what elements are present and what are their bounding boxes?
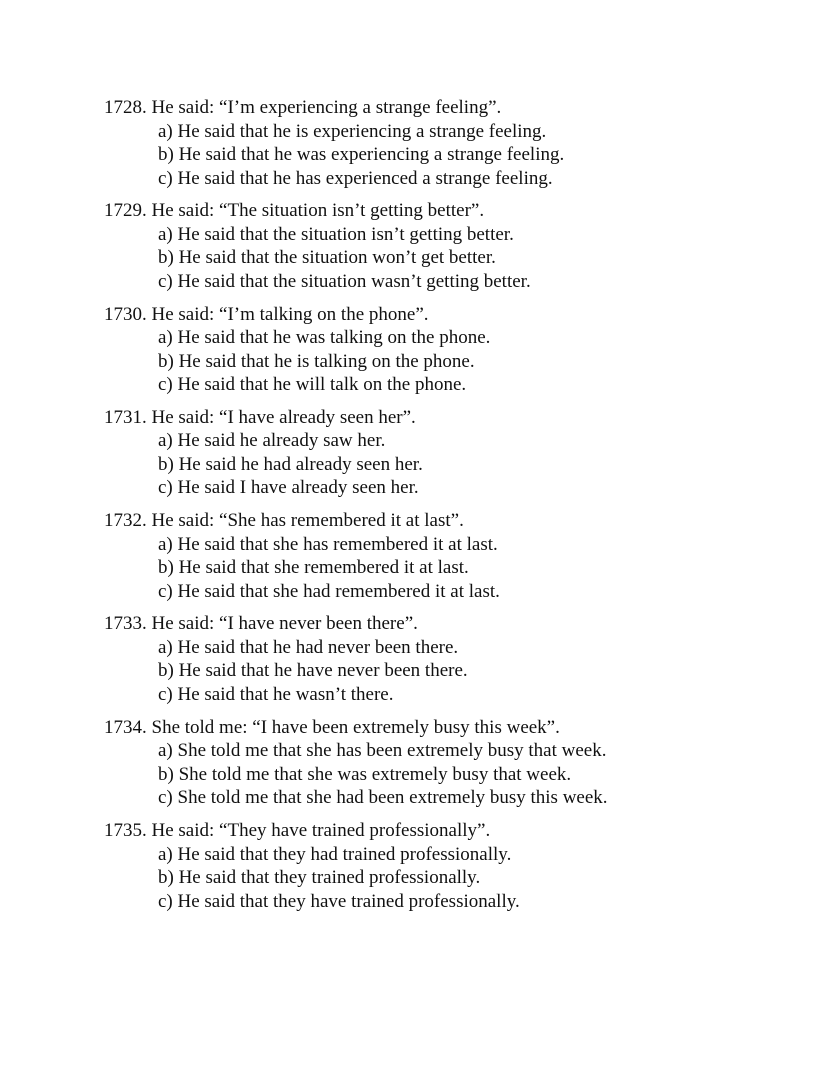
- option-a: a) He said he already saw her.: [158, 430, 386, 452]
- option-b: b) He said that he was experiencing a strange feeling.: [158, 144, 565, 165]
- question-1733: [104, 612, 804, 706]
- question-stem: 1735. He said: “They have trained professionally”.: [104, 820, 491, 842]
- option-b: b) He said that the situation won’t get better.: [158, 247, 496, 269]
- option-a: a) He said that the situation isn’t getting better.: [158, 223, 514, 245]
- option-b: b) He said that he have never been there.: [158, 660, 468, 682]
- question-stem: 1733. He said: “I have never been there”.: [104, 613, 418, 635]
- option-a: a) He said that he is experiencing a strange feeling.: [158, 120, 547, 142]
- question-stem: 1732. He said: “She has remembered it at last”.: [104, 510, 464, 532]
- question-list: [104, 96, 804, 922]
- option-b: b) He said that she remembered it at last.: [158, 557, 469, 579]
- option-a: a) She told me that she has been extremely busy that week.: [158, 740, 607, 762]
- option-c: c) He said that the situation wasn’t getting better.: [158, 270, 531, 292]
- option-a: a) He said that they had trained professionally.: [158, 843, 512, 865]
- option-c: c) He said that he has experienced a strange feeling.: [158, 167, 553, 189]
- question-1731: [104, 406, 804, 500]
- option-c: c) He said that they have trained professionally.: [158, 890, 520, 912]
- question-1735: [104, 819, 804, 913]
- option-a: a) He said that she has remembered it at last.: [158, 533, 498, 555]
- question-1729: [104, 199, 804, 293]
- question-stem: 1728. He said: “I’m experiencing a strange feeling”.: [104, 97, 502, 118]
- question-stem: 1730. He said: “I’m talking on the phone”.: [104, 303, 429, 325]
- option-a: a) He said that he was talking on the phone.: [158, 327, 491, 349]
- option-b: b) He said he had already seen her.: [158, 453, 423, 475]
- option-a: a) He said that he had never been there.: [158, 636, 459, 658]
- option-c: c) She told me that she had been extremely busy this week.: [158, 787, 608, 809]
- option-b: b) He said that they trained professionally.: [158, 867, 481, 889]
- question-stem: 1729. He said: “The situation isn’t getting better”.: [104, 200, 485, 222]
- option-b: b) She told me that she was extremely busy that week.: [158, 763, 572, 785]
- question-1730: [104, 303, 804, 397]
- question-stem: 1734. She told me: “I have been extremely busy this week”.: [104, 716, 560, 738]
- question-1734: [104, 716, 804, 810]
- option-b: b) He said that he is talking on the phone.: [158, 350, 475, 372]
- question-stem: 1731. He said: “I have already seen her”.: [104, 406, 416, 428]
- option-c: c) He said I have already seen her.: [158, 477, 419, 499]
- option-c: c) He said that she had remembered it at last.: [158, 580, 500, 602]
- option-c: c) He said that he wasn’t there.: [158, 683, 394, 705]
- option-c: c) He said that he will talk on the phone.: [158, 374, 467, 396]
- question-1732: [104, 509, 804, 603]
- question-1728: [104, 96, 804, 190]
